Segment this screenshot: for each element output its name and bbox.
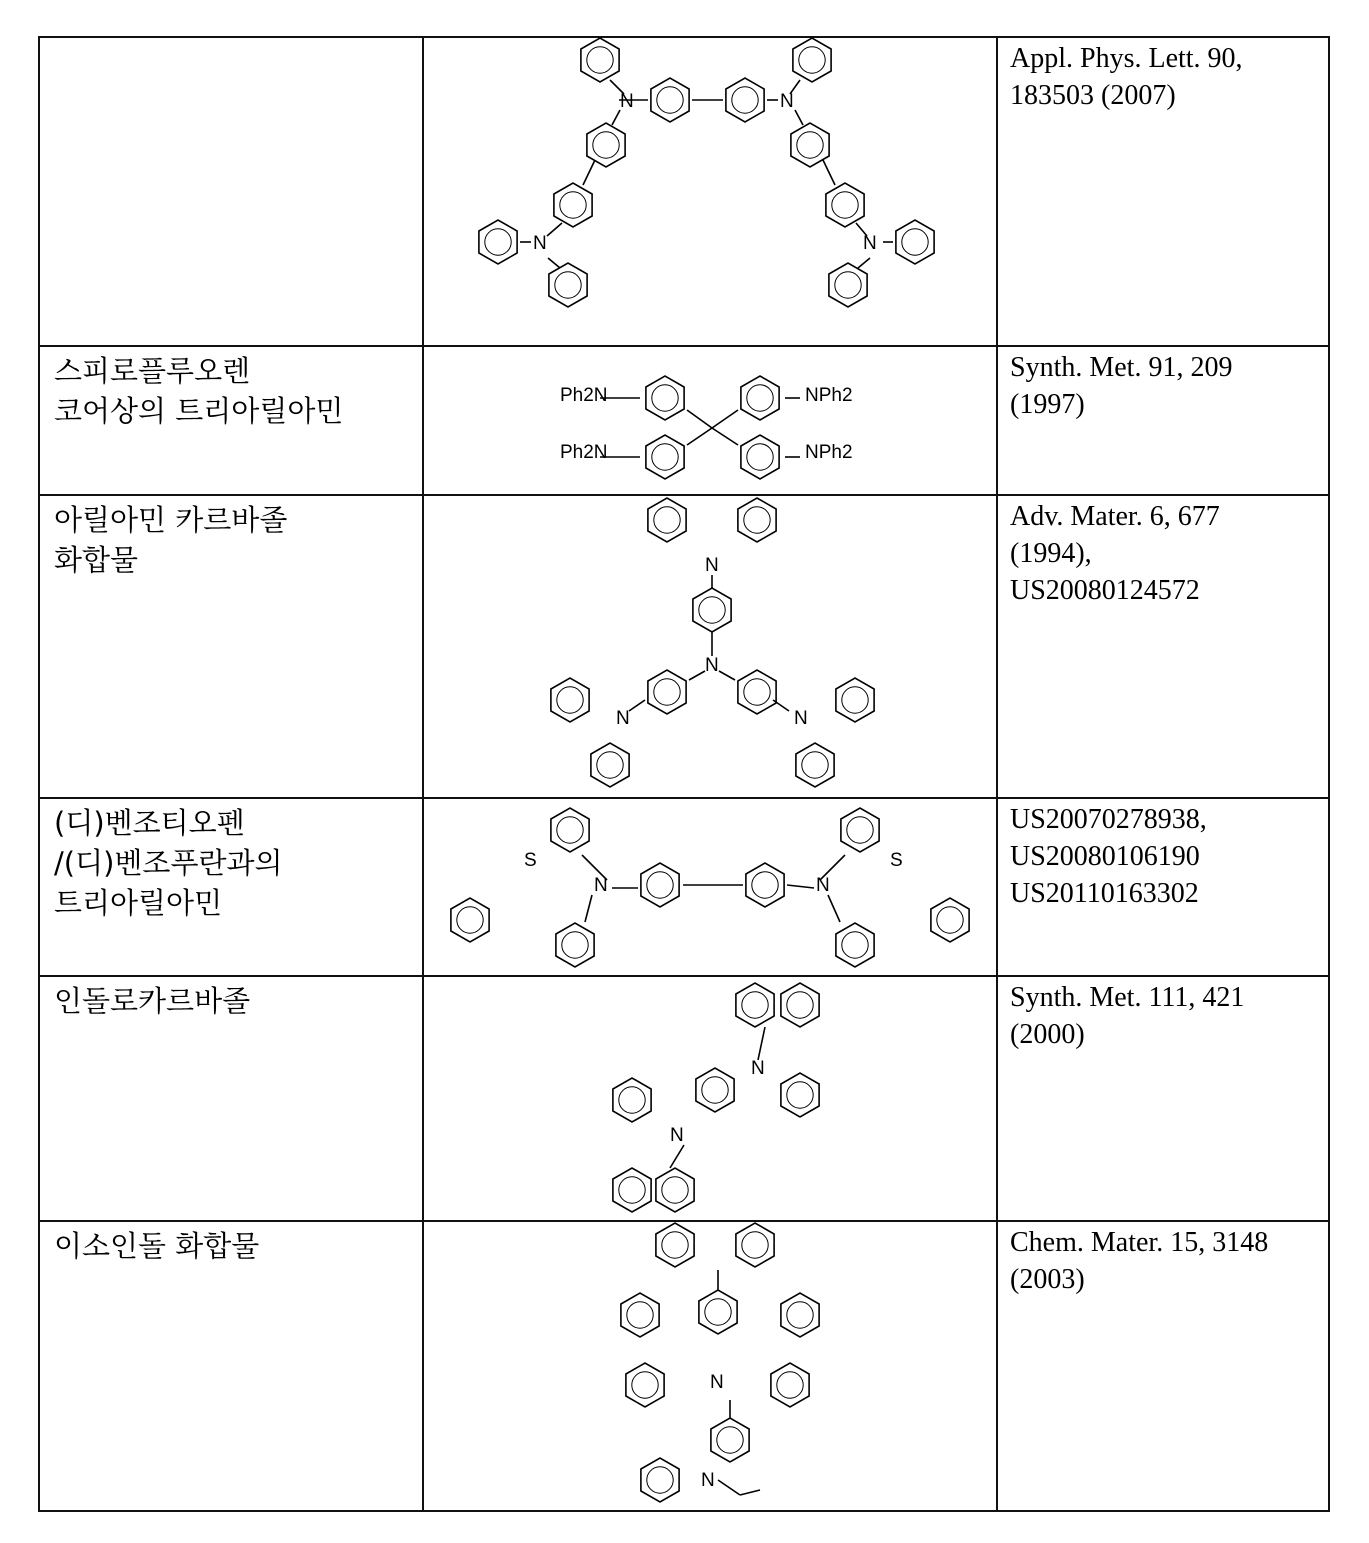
- atom-label: N: [594, 875, 608, 896]
- table-row: [39, 495, 1329, 798]
- reference-cell: [997, 495, 1329, 798]
- atom-label: N: [620, 91, 634, 112]
- reference-text: US20080106190: [1010, 838, 1328, 875]
- table-row: [39, 1221, 1329, 1511]
- atom-label: N: [780, 91, 794, 112]
- substituent-label: NPh2: [805, 385, 853, 406]
- reference-cell: [997, 798, 1329, 976]
- substituent-label: NPh2: [805, 442, 853, 463]
- category-cell: [39, 798, 423, 976]
- structure-cell: [423, 495, 997, 798]
- category-text: [40, 38, 422, 42]
- structure-cell: [423, 798, 997, 976]
- reference-cell: [997, 346, 1329, 495]
- reference-text: (2000): [1010, 1016, 1328, 1053]
- substituent-label: Ph2N: [560, 385, 608, 406]
- atom-label: N: [705, 555, 719, 576]
- substituent-label: Ph2N: [560, 442, 608, 463]
- reference-text: (1994),: [1010, 535, 1328, 572]
- structure-cell: [423, 37, 997, 346]
- atom-label: N: [794, 708, 808, 729]
- reference-text: US20080124572: [1010, 572, 1328, 609]
- category-text: 이소인돌 화합물: [40, 1222, 422, 1266]
- category-cell: [39, 1221, 423, 1511]
- atom-label: S: [524, 850, 537, 871]
- reference-text: US20070278938,: [1010, 801, 1328, 838]
- atom-label: N: [616, 708, 630, 729]
- atom-label: N: [701, 1470, 715, 1491]
- table-row: [39, 37, 1329, 346]
- atom-label: N: [863, 233, 877, 254]
- category-text: 인돌로카르바졸: [40, 977, 422, 1021]
- reference-cell: [997, 1221, 1329, 1511]
- category-text: 아릴아민 카르바졸 화합물: [40, 496, 422, 580]
- atom-label: N: [751, 1058, 765, 1079]
- table-row: [39, 976, 1329, 1221]
- category-text: (디)벤조티오펜 /(디)벤조푸란과의 트리아릴아민: [40, 799, 422, 923]
- atom-label: N: [816, 875, 830, 896]
- category-cell: [39, 346, 423, 495]
- reference-text: Synth. Met. 111, 421: [1010, 979, 1328, 1016]
- reference-cell: [997, 976, 1329, 1221]
- atom-label: N: [670, 1125, 684, 1146]
- structure-cell: [423, 346, 997, 495]
- reference-text: (1997): [1010, 386, 1328, 423]
- category-cell: [39, 976, 423, 1221]
- reference-cell: [997, 37, 1329, 346]
- atom-label: N: [533, 233, 547, 254]
- reference-text: 183503 (2007): [1010, 77, 1328, 114]
- atom-label: S: [890, 850, 903, 871]
- reference-table: [38, 36, 1330, 1512]
- table-row: [39, 346, 1329, 495]
- reference-text: Appl. Phys. Lett. 90,: [1010, 40, 1328, 77]
- atom-label: N: [710, 1372, 724, 1393]
- reference-text: US20110163302: [1010, 875, 1328, 912]
- structure-cell: [423, 976, 997, 1221]
- reference-text: Adv. Mater. 6, 677: [1010, 498, 1328, 535]
- reference-text: Chem. Mater. 15, 3148: [1010, 1224, 1328, 1261]
- category-cell: [39, 37, 423, 346]
- table-row: [39, 798, 1329, 976]
- atom-label: N: [705, 655, 719, 676]
- structure-cell: [423, 1221, 997, 1511]
- reference-text: (2003): [1010, 1261, 1328, 1298]
- category-cell: [39, 495, 423, 798]
- category-text: 스피로플루오렌 코어상의 트리아릴아민: [40, 347, 422, 431]
- reference-text: Synth. Met. 91, 209: [1010, 349, 1328, 386]
